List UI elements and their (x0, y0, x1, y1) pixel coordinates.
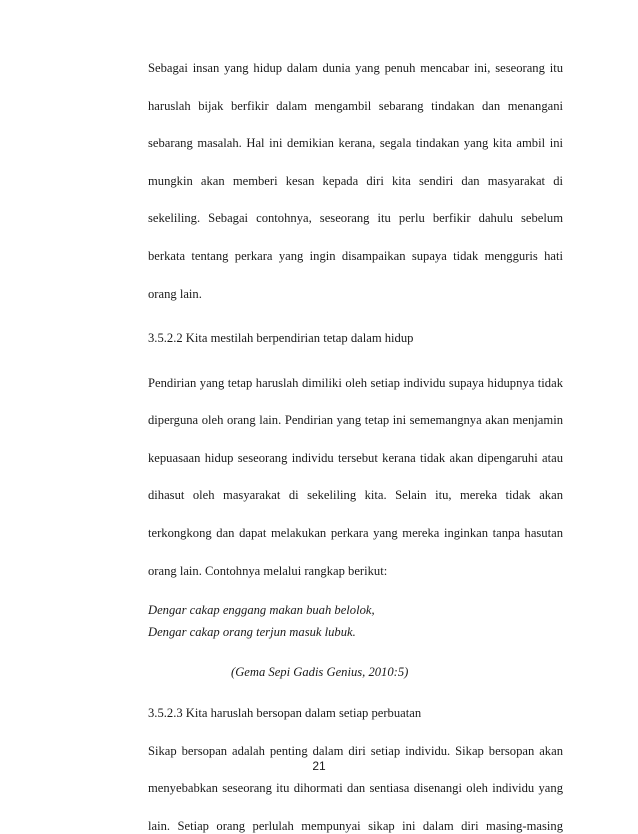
section-heading-3-5-2-2: 3.5.2.2 Kita mestilah berpendirian tetap dalam hidup (148, 330, 414, 345)
paragraph-line: dihasut oleh masyarakat di sekeliling kita. Selain itu, mereka tidak akan (148, 488, 563, 503)
page-content (148, 60, 563, 834)
paragraph-line: diperguna oleh orang lain. Pendirian yang tetap ini sememangnya akan menjamin (148, 413, 563, 428)
paragraph-line: terkongkong dan dapat melakukan perkara yang mereka inginkan tanpa hasutan (148, 525, 563, 540)
paragraph-line: menyebabkan seseorang itu dihormati dan sentiasa disenangi oleh individu yang (148, 781, 563, 796)
paragraph-line: Pendirian yang tetap haruslah dimiliki oleh setiap individu supaya hidupnya tidak (148, 375, 563, 390)
verse-citation: (Gema Sepi Gadis Genius, 2010:5) (231, 664, 409, 679)
paragraph-2 (148, 375, 563, 579)
paragraph-line: mungkin akan memberi kesan kepada diri kita sendiri dan masyarakat di (148, 173, 563, 188)
verse-line-1: Dengar cakap enggang makan buah belolok, (148, 602, 375, 617)
paragraph-line: orang lain. (148, 286, 202, 301)
paragraph-3 (148, 743, 563, 834)
section-heading-3-5-2-3: 3.5.2.3 Kita haruslah bersopan dalam setiap perbuatan (148, 705, 422, 720)
paragraph-line: sekeliling. Sebagai contohnya, seseorang itu perlu berfikir dahulu sebelum (148, 211, 563, 226)
verse-line-2: Dengar cakap orang terjun masuk lubuk. (148, 624, 356, 639)
verse-quote (148, 602, 563, 640)
paragraph-1 (148, 60, 563, 302)
page-number: 21 (312, 759, 326, 773)
paragraph-line: orang lain. Contohnya melalui rangkap berikut: (148, 563, 388, 578)
paragraph-line: berkata tentang perkara yang ingin disampaikan supaya tidak mengguris hati (148, 248, 563, 263)
paragraph-line: kepuasaan hidup seseorang individu tersebut kerana tidak akan dipengaruhi atau (148, 450, 563, 465)
paragraph-line: sebarang masalah. Hal ini demikian kerana, segala tindakan yang kita ambil ini (148, 136, 563, 151)
paragraph-line: lain. Setiap orang perlulah mempunyai sikap ini dalam diri masing-masing (148, 818, 563, 833)
paragraph-line: Sebagai insan yang hidup dalam dunia yang penuh mencabar ini, seseorang itu (148, 61, 563, 75)
paragraph-line: haruslah bijak berfikir dalam mengambil sebarang tindakan dan menangani (148, 98, 563, 113)
paragraph-line: Sikap bersopan adalah penting dalam diri setiap individu. Sikap bersopan akan (148, 743, 563, 758)
